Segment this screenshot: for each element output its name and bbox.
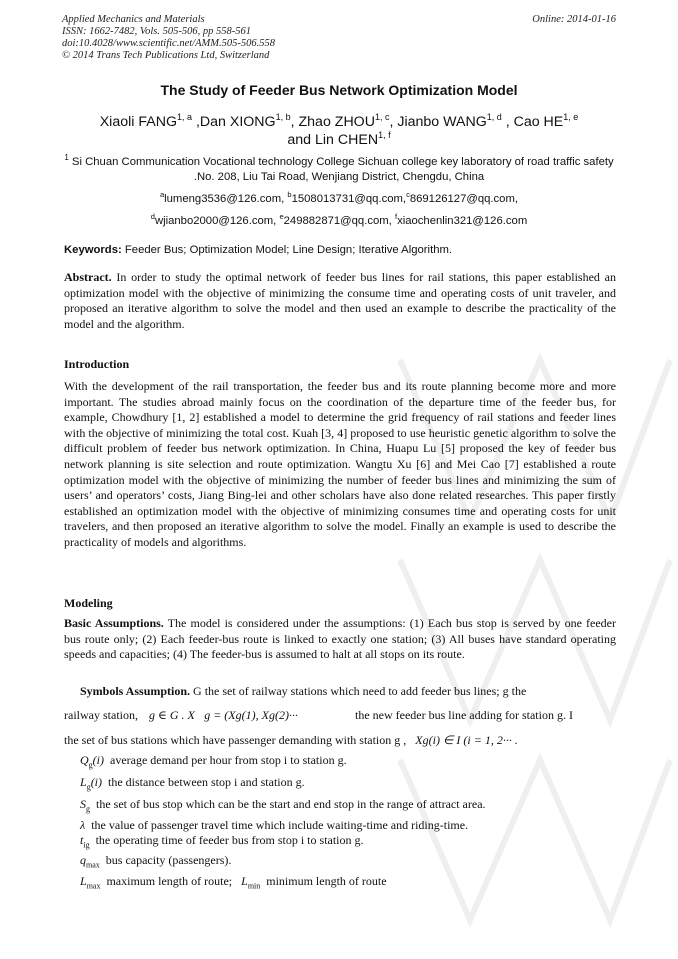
symbol-description: the set of bus stop which can be the start and end stop in the range of attract area. bbox=[96, 797, 486, 811]
symbol-definition bbox=[80, 833, 364, 849]
stop-set-formula: Xg(i) ∈ I (i = 1, 2··· . bbox=[415, 733, 518, 747]
keywords bbox=[64, 244, 616, 256]
station-vector-formula: g ∈ G . X⃗g = (Xg(1), Xg(2)··· bbox=[148, 708, 298, 722]
abstract bbox=[64, 270, 616, 332]
affiliation-sup: 1 bbox=[64, 153, 69, 162]
symbols-line-3-text: the set of bus stations which have passenger demanding with station g , bbox=[64, 733, 407, 747]
email-sup: c bbox=[406, 190, 410, 199]
symbol-description: bus capacity (passengers). bbox=[105, 853, 232, 867]
email-address: wjianbo2000@126.com, bbox=[154, 215, 280, 227]
symbol-subscript: g bbox=[88, 760, 93, 770]
symbol-glyph: λ bbox=[80, 818, 86, 832]
symbol-description: maximum length of route; bbox=[106, 874, 233, 888]
email-address: 1508013731@qq.com, bbox=[291, 193, 407, 205]
email-sup: f bbox=[394, 212, 398, 221]
symbol-subscript: max bbox=[86, 860, 100, 870]
email-line-1 bbox=[40, 190, 638, 205]
symbols-line-2 bbox=[64, 708, 298, 723]
symbol-subscript: g bbox=[86, 804, 90, 814]
symbol-subscript: g bbox=[86, 782, 91, 792]
basic-assumptions bbox=[64, 616, 616, 663]
author-name: , Zhao ZHOU bbox=[290, 114, 375, 130]
journal-name: Applied Mechanics and Materials bbox=[62, 14, 205, 25]
paper-title: The Study of Feeder Bus Network Optimization Model bbox=[160, 82, 518, 98]
symbol-subscript: min bbox=[247, 881, 261, 891]
symbol-definition bbox=[80, 818, 468, 834]
abstract-text: In order to study the optimal network of feeder bus lines for rail stations, this paper established an optimization model with the objective of minimizing the consume time and operating costs of unit traveler, and proposed an iterative algorithm to solve the model and then used an example to describe the practicality of the model and the algorithm. bbox=[64, 270, 616, 331]
doi-line: doi:10.4028/www.scientific.net/AMM.505-506.558 bbox=[62, 38, 275, 49]
email-sup: d bbox=[150, 212, 155, 221]
symbol-description: minimum length of route bbox=[266, 874, 387, 888]
basic-assumptions-label: Basic Assumptions. bbox=[64, 616, 164, 630]
symbols-assumption-label: Symbols Assumption. bbox=[80, 684, 191, 698]
introduction-text: With the development of the rail transportation, the feeder bus and its route planning become more and more important. The studies abroad mainly focus on the coordination of the departure time of the feeder bus, for example, Chowdhury [1, 2] established a model to determine the grid frequency of rail stations and feeder lines with the objective of minimizing the total cost. Kuah [3, 4] proposed to use heuristic genetic algorithm to solve the difficult problem of feeder bus network optimization. In China, Huapu Lu [5] proposed the key of feeder bus network planning is site selection and route optimization. Wangtu Xu [6] and Mei Cao [7] established a route optimization model with the objective of minimizing the number of feeder bus lines and minimizing the sum of users’ and operators’ costs, Jiang Bing-lei and other scholars have also done related researches. This paper firstly established an optimization model with the objective of minimizing consumes time and operating costs for unit travelers, and then proposed an iterative algorithm to solve the model. Finally an example is used to describe the practicality of models and algorithms. bbox=[64, 379, 616, 549]
author-affil-sup: 1, a bbox=[177, 112, 193, 122]
author-name: and Lin CHEN bbox=[287, 132, 379, 148]
symbol-argument: (i) bbox=[92, 753, 104, 767]
symbol-description: the distance between stop i and station g. bbox=[108, 775, 305, 789]
email-sup: b bbox=[287, 190, 292, 199]
copyright-line: © 2014 Trans Tech Publications Ltd, Switzerland bbox=[62, 50, 270, 61]
symbols-line-2-prefix: railway station, bbox=[64, 708, 138, 722]
section-heading-introduction: Introduction bbox=[64, 357, 130, 371]
symbols-line-2-suffix: the new feeder bus line adding for station g. I bbox=[355, 708, 573, 722]
keywords-text: Feeder Bus; Optimization Model; Line Design; Iterative Algorithm. bbox=[121, 244, 453, 256]
affiliation-text: Si Chuan Communication Vocational technology College Sichuan college key laboratory of road traffic safety .No. 208, Liu Tai Road, Wenjiang District, Chengdu, China bbox=[68, 156, 614, 183]
basic-assumptions-text: The model is considered under the assumptions: (1) Each bus stop is served by one feeder bus route only; (2) Each feeder-bus route is linked to exactly one station; (3) All buses have standard operating speeds and capacities; (4) The feeder-bus is assumed to halt at all stops on its route. bbox=[64, 616, 616, 662]
author-name: , Jianbo WANG bbox=[389, 114, 487, 130]
symbol-glyph: Q bbox=[80, 753, 89, 767]
author-name: Xiaoli FANG bbox=[99, 114, 177, 130]
symbol-description: the value of passenger travel time which include waiting-time and riding-time. bbox=[91, 818, 469, 832]
symbol-definition bbox=[80, 775, 305, 791]
author-list bbox=[40, 113, 638, 149]
symbol-definition bbox=[80, 874, 387, 890]
author-affil-sup: 1, c bbox=[374, 112, 390, 122]
online-date: Online: 2014-01-16 bbox=[532, 14, 616, 25]
author-name: , Cao HE bbox=[501, 114, 564, 130]
affiliation bbox=[56, 155, 622, 185]
symbol-subscript: ig bbox=[83, 840, 90, 850]
section-heading-modeling: Modeling bbox=[64, 596, 113, 610]
email-sup: a bbox=[159, 190, 165, 199]
symbol-argument: (i) bbox=[90, 775, 103, 789]
symbol-definition bbox=[80, 853, 231, 869]
symbol-definition bbox=[80, 753, 347, 769]
issn-line: ISSN: 1662-7482, Vols. 505-506, pp 558-561 bbox=[62, 26, 251, 37]
symbols-assumption-text: G the set of railway stations which need to add feeder bus lines; g the bbox=[190, 684, 527, 698]
email-address: 869126127@qq.com, bbox=[409, 193, 519, 205]
symbol-glyph: L bbox=[241, 874, 248, 888]
symbol-glyph: S bbox=[80, 797, 86, 811]
email-address: xiaochenlin321@126.com bbox=[397, 215, 528, 227]
email-address: lumeng3536@126.com, bbox=[164, 193, 288, 205]
symbol-subscript: max bbox=[86, 881, 101, 891]
symbol-glyph: L bbox=[80, 775, 87, 789]
journal-header bbox=[62, 14, 616, 62]
symbol-definition bbox=[80, 797, 486, 813]
email-sup: e bbox=[279, 212, 284, 221]
email-address: 249882871@qq.com, bbox=[283, 215, 395, 227]
symbol-glyph: t bbox=[80, 833, 84, 847]
keywords-label: Keywords: bbox=[64, 244, 122, 256]
abstract-label: Abstract. bbox=[64, 270, 112, 284]
author-affil-sup: 1, f bbox=[378, 130, 391, 140]
author-affil-sup: 1, b bbox=[275, 112, 291, 122]
author-affil-sup: 1, d bbox=[486, 112, 502, 122]
symbol-description: the operating time of feeder bus from stop i to station g. bbox=[95, 833, 364, 847]
author-affil-sup: 1, e bbox=[563, 112, 579, 122]
author-name: ,Dan XIONG bbox=[192, 114, 276, 130]
symbol-glyph: q bbox=[80, 853, 86, 867]
symbols-assumption bbox=[80, 684, 616, 700]
symbol-glyph: L bbox=[80, 874, 87, 888]
symbols-line-3 bbox=[64, 733, 518, 748]
email-line-2 bbox=[40, 212, 638, 227]
symbol-description: average demand per hour from stop i to station g. bbox=[110, 753, 347, 767]
